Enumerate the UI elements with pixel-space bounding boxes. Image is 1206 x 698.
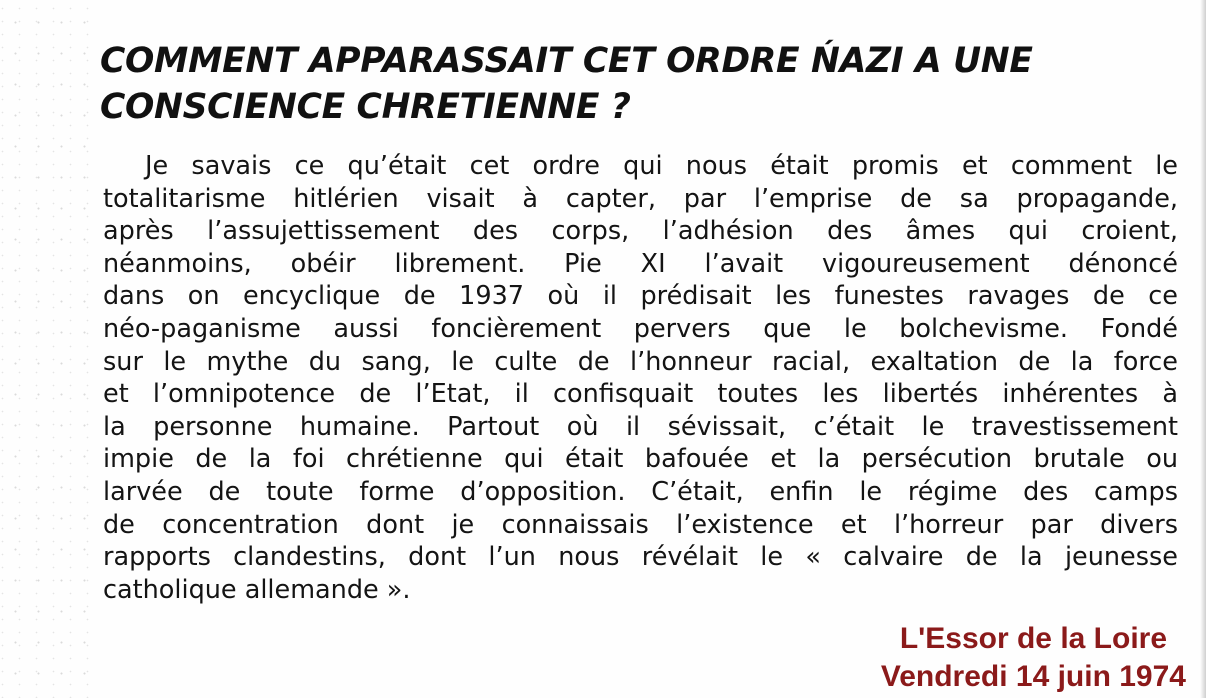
body-line: après l’assujettissement des corps, l’adhésion des âmes qui croient,: [103, 216, 1178, 247]
article-body: [103, 150, 1178, 606]
body-line: néanmoins, obéir librement. Pie XI l’avait vigoureusement dénoncé: [103, 248, 1178, 279]
headline-line-1: COMMENT APPARASSAIT CET ORDRE ŃAZI A UNE: [100, 41, 1033, 81]
article-headline: [100, 38, 1120, 130]
source-date: Vendredi 14 juin 1974: [880, 660, 1186, 693]
body-line: dans on encyclique de 1937 où il prédisait les funestes ravages de ce: [103, 281, 1178, 312]
body-line: catholique allemande ».: [103, 574, 411, 605]
body-line: impie de la foi chrétienne qui était bafouée et la persécution brutale ou: [103, 444, 1178, 475]
body-line: rapports clandestins, dont l’un nous révélait le « calvaire de la jeunesse: [103, 542, 1178, 573]
body-line: Je savais ce qu’était cet ordre qui nous était promis et comment le: [145, 151, 1178, 181]
scan-speckle-margin: [0, 0, 90, 698]
source-publication: L'Essor de la Loire: [899, 622, 1168, 655]
body-line: la personne humaine. Partout où il sévissait, c’était le travestissement: [103, 411, 1178, 442]
body-line: sur le mythe du sang, le culte de l’honneur racial, exaltation de la force: [103, 346, 1178, 377]
body-line: totalitarisme hitlérien visait à capter, par l’emprise de sa propagande,: [103, 183, 1178, 214]
body-line: de concentration dont je connaissais l’existence et l’horreur par divers: [103, 509, 1178, 540]
source-citation: [881, 620, 1186, 696]
headline-line-2: CONSCIENCE CHRETIENNE ?: [100, 87, 631, 127]
body-line: larvée de toute forme d’opposition. C’était, enfin le régime des camps: [103, 476, 1178, 507]
body-line: et l’omnipotence de l’Etat, il confisquait toutes les libertés inhérentes à: [103, 379, 1178, 410]
body-line: néo-paganisme aussi foncièrement pervers que le bolchevisme. Fondé: [103, 313, 1178, 344]
scan-page-edge: [1200, 0, 1206, 698]
